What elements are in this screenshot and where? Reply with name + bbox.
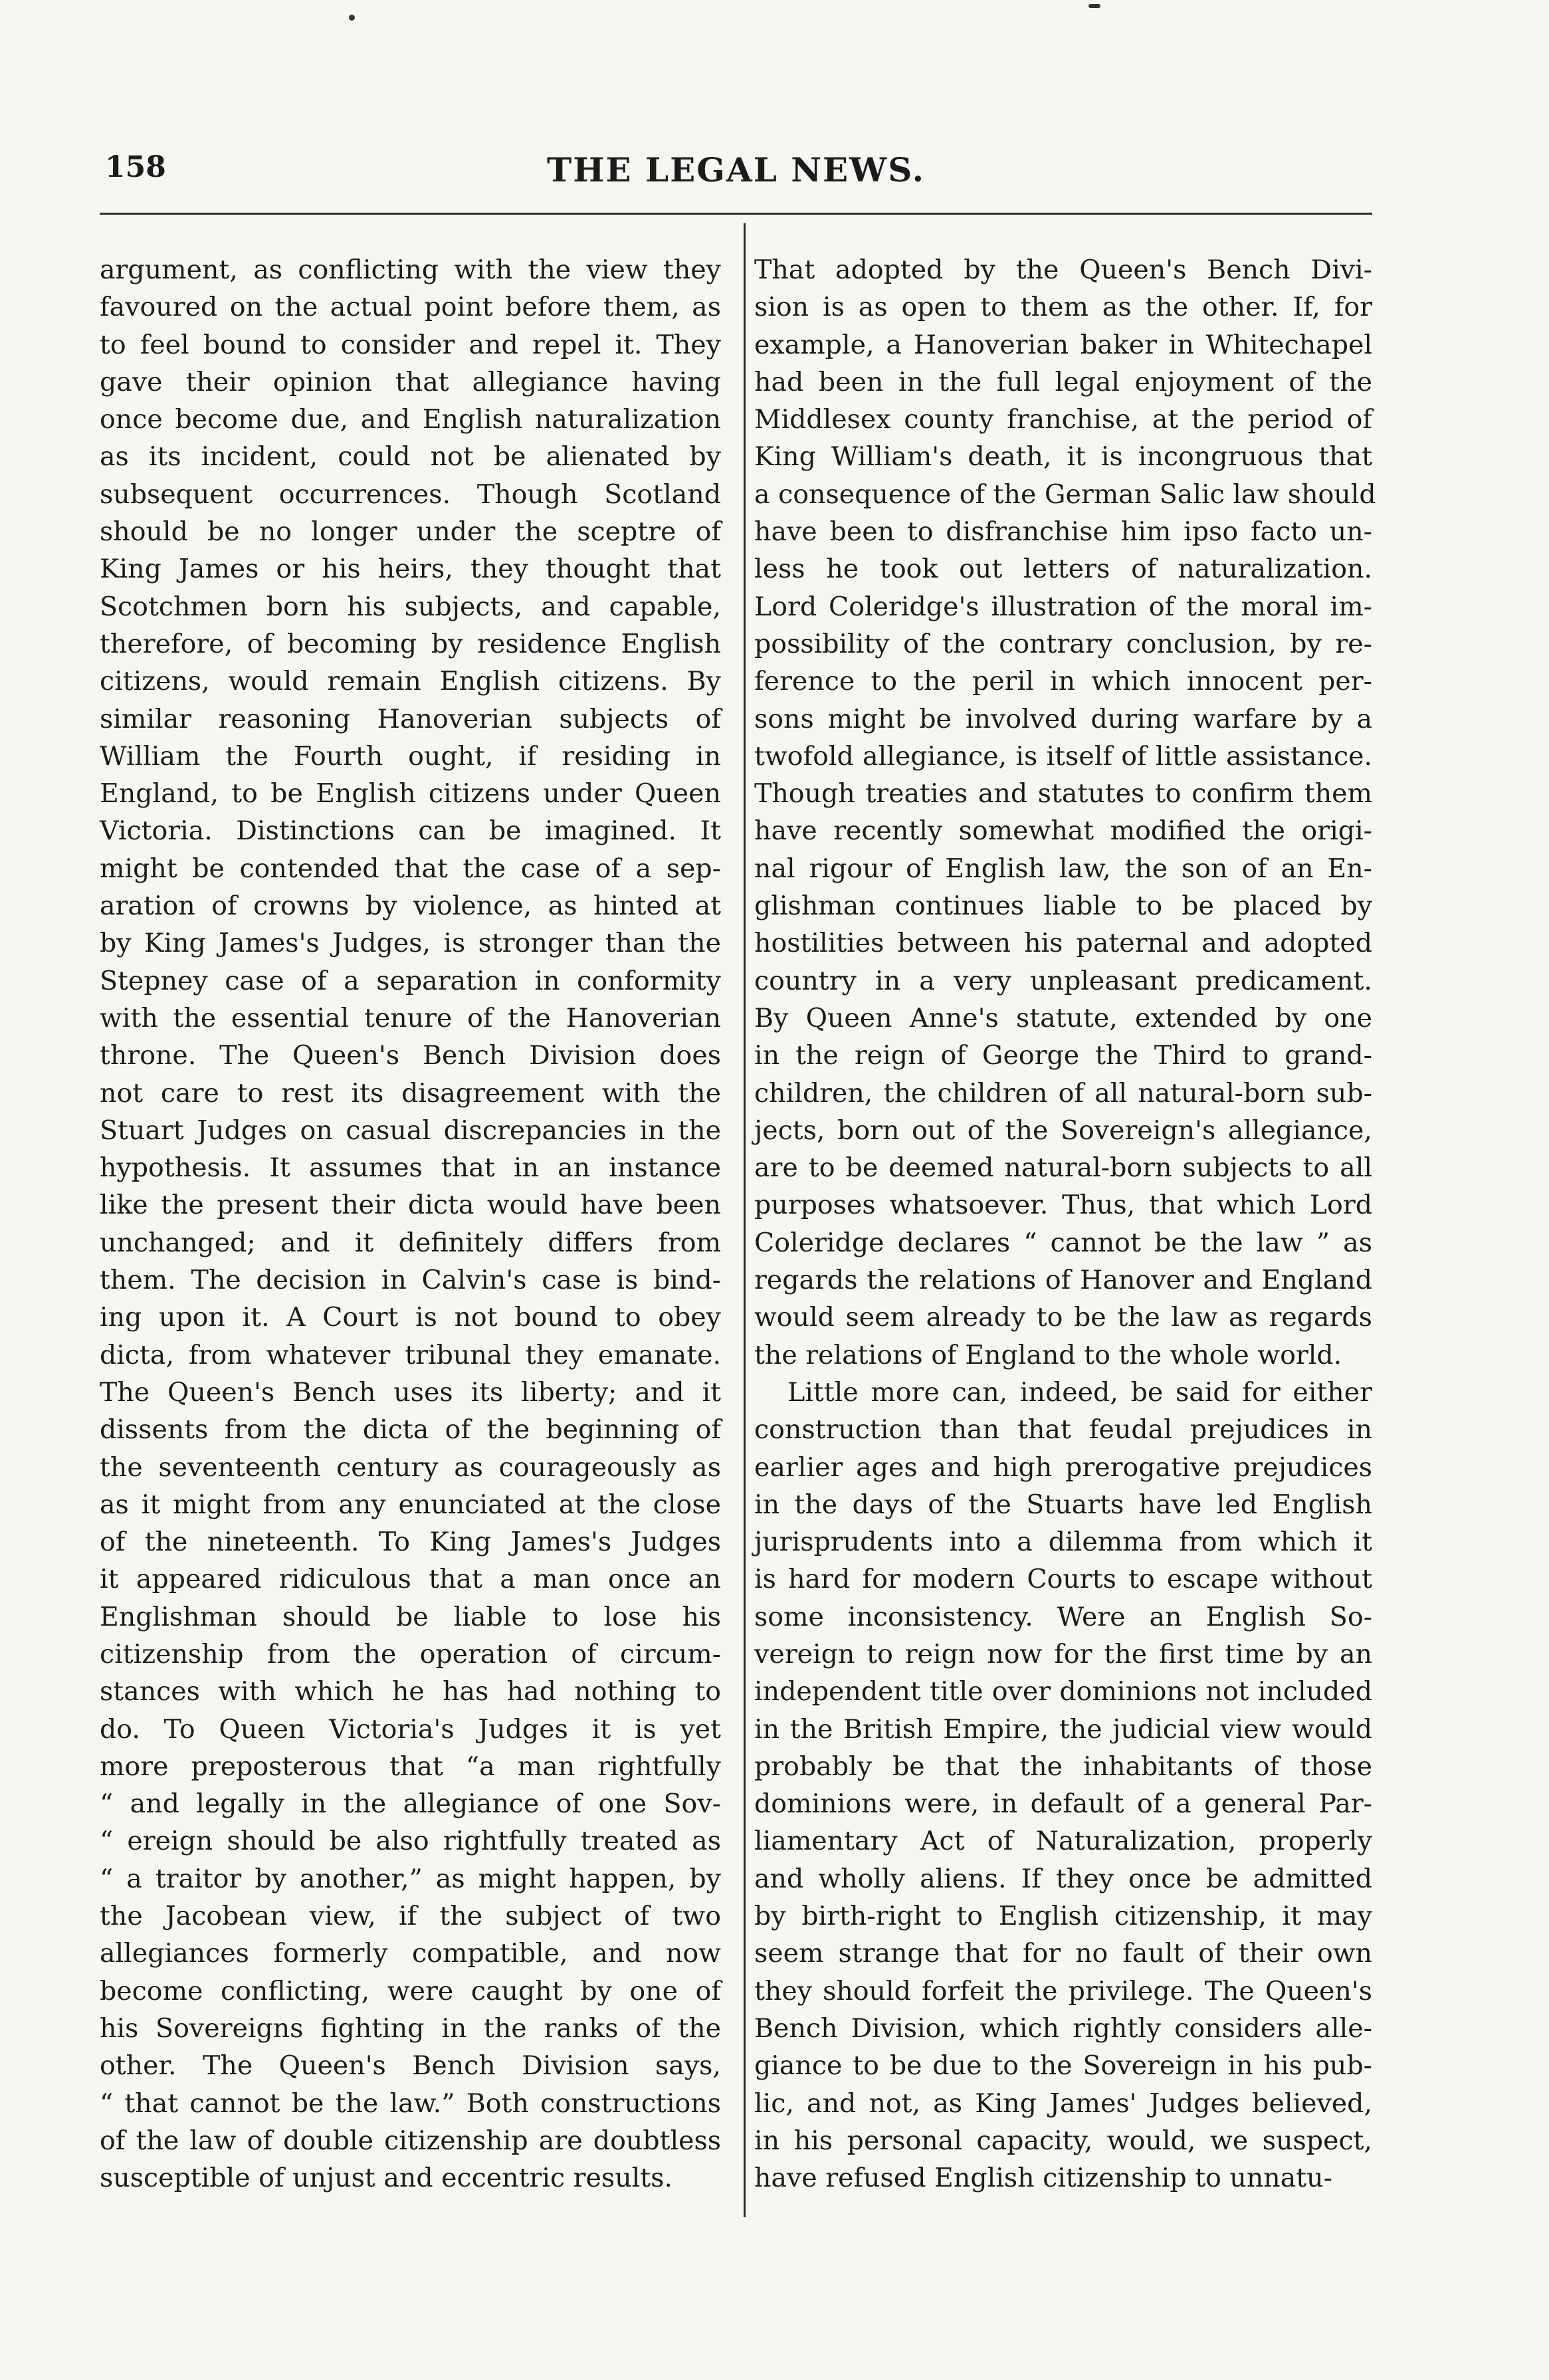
text-line: earlier ages and high prerogative prejudices — [754, 1452, 1372, 1483]
text-line: citizenship from the operation of circum- — [100, 1638, 721, 1670]
text-line: Though treaties and statutes to confirm them — [754, 778, 1372, 810]
text-line: similar reasoning Hanoverian subjects of — [100, 703, 721, 734]
text-line: they should forfeit the privilege. The Queen's — [754, 1975, 1372, 2006]
text-line: and wholly aliens. If they once be admitted — [754, 1863, 1372, 1894]
text-line: throne. The Queen's Bench Division does — [100, 1040, 721, 1071]
text-line: England, to be English citizens under Queen — [100, 778, 721, 810]
text-line: stances with which he has had nothing to — [100, 1676, 721, 1707]
left-column-paragraph — [100, 251, 721, 2197]
text-line: vereign to reign now for the first time by an — [754, 1638, 1372, 1670]
text-line: are to be deemed natural-born subjects to all — [754, 1152, 1372, 1184]
text-line: susceptible of unjust and eccentric results. — [100, 2163, 672, 2194]
text-line: William the Fourth ought, if residing in — [100, 740, 721, 772]
text-line: twofold allegiance, is itself of little assistance. — [754, 740, 1372, 772]
text-line: have refused English citizenship to unnatu- — [754, 2163, 1332, 2194]
text-line: more preposterous that “a man rightfully — [100, 1751, 721, 1782]
text-line: by King James's Judges, is stronger than the — [100, 928, 721, 959]
text-line: ference to the peril in which innocent per- — [754, 666, 1372, 697]
text-line: them. The decision in Calvin's case is bind- — [100, 1265, 721, 1296]
text-line: Englishman should be liable to lose his — [100, 1601, 721, 1632]
text-line: by birth-right to English citizenship, it may — [754, 1901, 1372, 1932]
text-line: had been in the full legal enjoyment of the — [754, 366, 1372, 397]
text-line: By Queen Anne's statute, extended by one — [754, 1002, 1372, 1033]
text-line: unchanged; and it definitely differs from — [100, 1227, 721, 1258]
running-title: THE LEGAL NEWS. — [547, 150, 925, 189]
text-line: aration of crowns by violence, as hinted at — [100, 891, 721, 922]
text-line: regards the relations of Hanover and England — [754, 1265, 1372, 1296]
text-line: nal rigour of English law, the son of an En- — [754, 853, 1372, 884]
text-line: jects, born out of the Sovereign's allegiance, — [754, 1115, 1372, 1146]
text-line: should be no longer under the sceptre of — [100, 516, 721, 548]
text-line: have recently somewhat modified the origi- — [754, 815, 1372, 847]
text-line: like the present their dicta would have been — [100, 1190, 721, 1221]
text-line: might be contended that the case of a sep- — [100, 853, 721, 884]
text-line: example, a Hanoverian baker in Whitechapel — [754, 329, 1372, 360]
text-line: of the law of double citizenship are doubtless — [100, 2125, 721, 2156]
text-line: Lord Coleridge's illustration of the moral im- — [754, 591, 1372, 622]
column-divider — [744, 223, 746, 2217]
text-line: Stepney case of a separation in conformity — [100, 965, 721, 996]
text-line: in the days of the Stuarts have led English — [754, 1489, 1372, 1520]
text-line: favoured on the actual point before them, as — [100, 292, 721, 323]
text-line: dominions were, in default of a general Par- — [754, 1788, 1372, 1820]
text-line: hypothesis. It assumes that in an instance — [100, 1152, 721, 1184]
text-line: some inconsistency. Were an English So- — [754, 1601, 1372, 1632]
text-line: purposes whatsoever. Thus, that which Lord — [754, 1190, 1372, 1221]
print-speck — [1088, 4, 1100, 8]
text-line: “ and legally in the allegiance of one Sov- — [100, 1788, 721, 1820]
right-column-paragraph-2 — [754, 1374, 1372, 2197]
text-line: have been to disfranchise him ipso facto un- — [754, 516, 1372, 548]
print-speck — [349, 15, 355, 21]
text-line: it appeared ridiculous that a man once an — [100, 1564, 721, 1595]
text-line: sons might be involved during warfare by a — [754, 703, 1372, 734]
text-line: “ ereign should be also rightfully treated as — [100, 1826, 721, 1857]
text-line: other. The Queen's Bench Division says, — [100, 2050, 721, 2082]
text-line: once become due, and English naturalization — [100, 404, 721, 435]
text-line: That adopted by the Queen's Bench Divi- — [754, 255, 1372, 285]
text-line: giance to be due to the Sovereign in his pub- — [754, 2050, 1372, 2082]
text-line: in the reign of George the Third to grand- — [754, 1040, 1372, 1071]
text-line: subsequent occurrences. Though Scotland — [100, 479, 721, 510]
text-line: argument, as conflicting with the view they — [100, 255, 721, 285]
page-number: 158 — [105, 150, 166, 184]
text-line: “ a traitor by another,” as might happen, by — [100, 1863, 721, 1894]
text-line: Middlesex county franchise, at the period of — [754, 404, 1372, 435]
text-line: possibility of the contrary conclusion, by re- — [754, 628, 1372, 659]
text-line: Little more can, indeed, be said for either — [787, 1376, 1372, 1408]
text-line: in his personal capacity, would, we suspect, — [754, 2125, 1372, 2156]
right-column — [754, 251, 1376, 2197]
text-line: become conflicting, were caught by one of — [100, 1975, 721, 2006]
text-line: to feel bound to consider and repel it. They — [100, 329, 721, 360]
text-line: less he took out letters of naturalization. — [754, 554, 1372, 585]
text-line: the Jacobean view, if the subject of two — [100, 1901, 721, 1932]
text-line: construction than that feudal prejudices in — [754, 1414, 1372, 1446]
text-line: a consequence of the German Salic law should — [754, 479, 1376, 510]
text-line: country in a very unpleasant predicament. — [754, 965, 1372, 996]
text-line: not care to rest its disagreement with the — [100, 1077, 721, 1109]
text-line: independent title over dominions not included — [754, 1676, 1372, 1707]
text-line: his Sovereigns fighting in the ranks of the — [100, 2012, 721, 2044]
text-line: dissents from the dicta of the beginning of — [100, 1414, 721, 1446]
text-line: hostilities between his paternal and adopted — [754, 928, 1372, 959]
text-line: glishman continues liable to be placed by — [754, 891, 1372, 922]
text-line: with the essential tenure of the Hanoverian — [100, 1002, 721, 1033]
text-line: in the British Empire, the judicial view would — [754, 1713, 1372, 1745]
header-rule — [100, 213, 1372, 215]
text-line: is hard for modern Courts to escape without — [754, 1564, 1372, 1595]
text-line: Stuart Judges on casual discrepancies in the — [100, 1115, 721, 1146]
text-line: therefore, of becoming by residence English — [100, 628, 721, 659]
text-line: “ that cannot be the law.” Both constructions — [100, 2088, 721, 2119]
text-line: as it might from any enunciated at the close — [100, 1489, 721, 1520]
text-line: probably be that the inhabitants of those — [754, 1751, 1372, 1782]
text-line: gave their opinion that allegiance having — [100, 366, 721, 397]
text-line: would seem already to be the law as regards — [754, 1302, 1372, 1333]
text-line: King William's death, it is incongruous that — [754, 441, 1372, 473]
text-line: do. To Queen Victoria's Judges it is yet — [100, 1713, 721, 1745]
text-line: The Queen's Bench uses its liberty; and it — [100, 1376, 721, 1408]
text-line: King James or his heirs, they thought that — [100, 554, 721, 585]
text-line: seem strange that for no fault of their own — [754, 1938, 1372, 1969]
page-header — [100, 145, 1372, 191]
text-line: liamentary Act of Naturalization, properly — [754, 1826, 1372, 1857]
text-line: citizens, would remain English citizens. By — [100, 666, 721, 697]
text-line: jurisprudents into a dilemma from which it — [754, 1527, 1372, 1558]
text-line: ing upon it. A Court is not bound to obey — [100, 1302, 721, 1333]
right-column-paragraph-1 — [754, 251, 1376, 1374]
text-line: Coleridge declares “ cannot be the law ” as — [754, 1227, 1372, 1258]
text-line: Scotchmen born his subjects, and capable, — [100, 591, 721, 622]
text-line: sion is as open to them as the other. If, for — [754, 292, 1372, 323]
text-line: lic, and not, as King James' Judges believed, — [754, 2088, 1372, 2119]
text-line: as its incident, could not be alienated by — [100, 441, 721, 473]
text-line: children, the children of all natural-born sub- — [754, 1077, 1372, 1109]
text-line: allegiances formerly compatible, and now — [100, 1938, 721, 1969]
text-line: the seventeenth century as courageously as — [100, 1452, 721, 1483]
text-line: of the nineteenth. To King James's Judges — [100, 1527, 721, 1558]
left-column — [100, 251, 721, 2197]
text-line: dicta, from whatever tribunal they emanate. — [100, 1339, 721, 1370]
text-line: Victoria. Distinctions can be imagined. It — [100, 815, 721, 847]
text-line: the relations of England to the whole world. — [754, 1339, 1342, 1370]
text-line: Bench Division, which rightly considers alle- — [754, 2012, 1372, 2044]
